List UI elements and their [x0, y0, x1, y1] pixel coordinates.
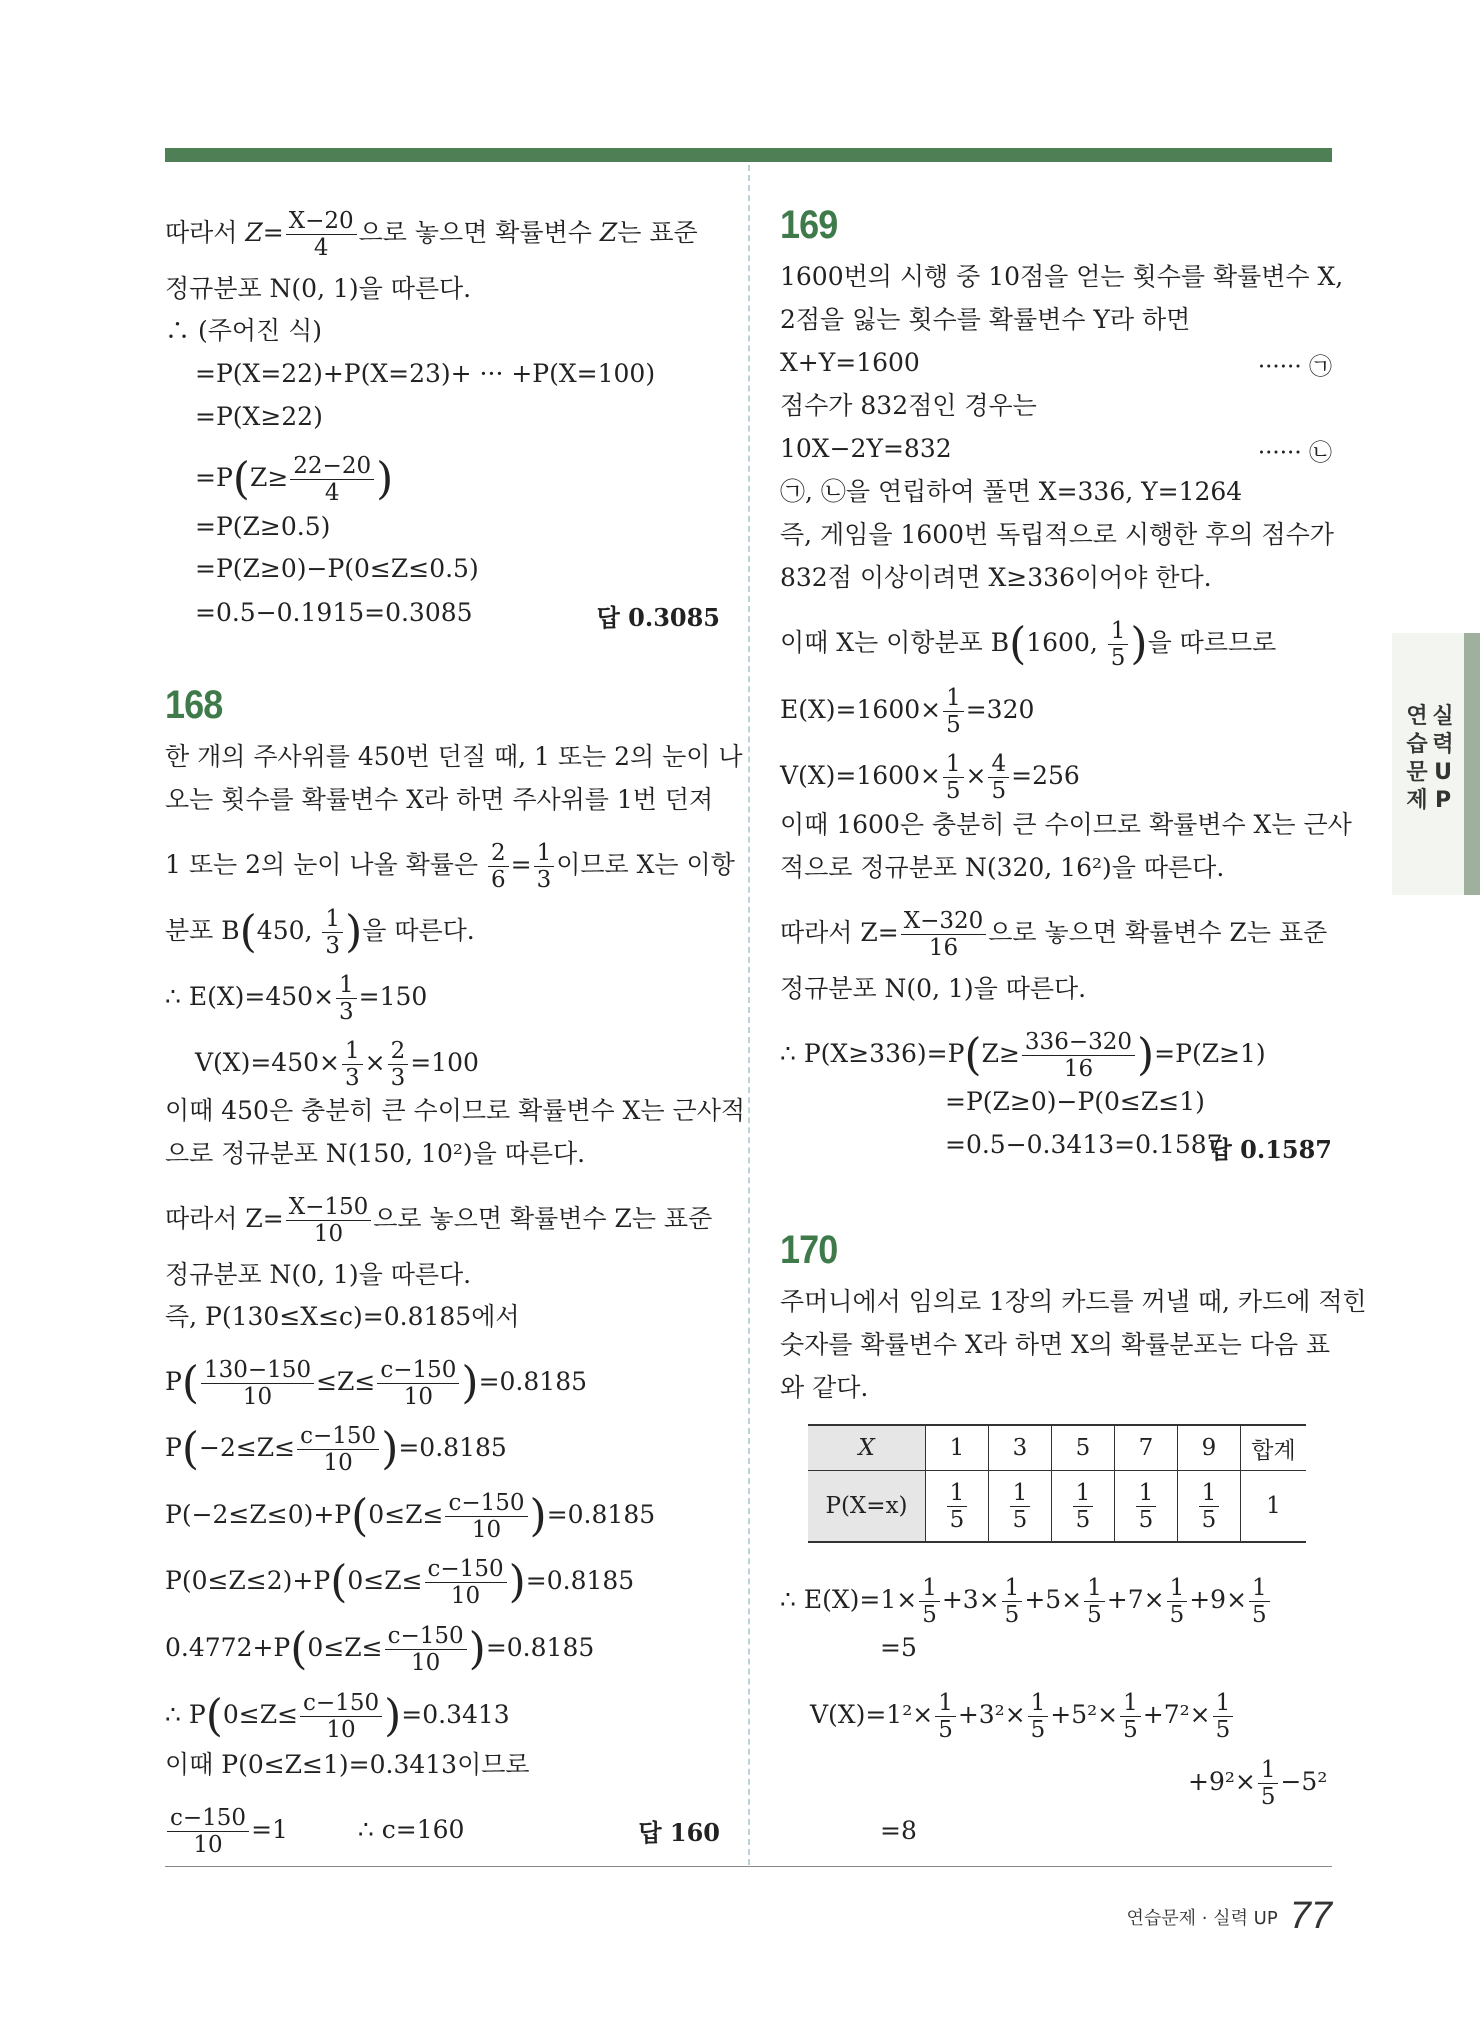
text-line: 숫자를 확률변수 X라 하면 X의 확률분포는 다음 표	[780, 1330, 1331, 1359]
equation-tag: ······ ㉡	[1257, 440, 1332, 466]
equation-line: =0.5−0.1915=0.3085	[195, 598, 473, 627]
text-line: 따라서 Z= $\frac{X-20}{4}$ 으로 놓으면 확률변수 Z는 표준	[165, 208, 698, 261]
table-row: X 1 3 5 7 9 합계	[808, 1425, 1306, 1471]
text-line: 점수가 832점인 경우는	[780, 391, 1037, 420]
equation-line: =P(Z≥0)−P(0≤Z≤0.5)	[195, 554, 479, 583]
text-line: ㉠, ㉡을 연립하여 풀면 X=336, Y=1264	[780, 477, 1243, 506]
page-number: 77	[1289, 1895, 1332, 1937]
text-line: 따라서 Z= $\frac{X-150}{10}$ 으로 놓으면 확률변수 Z는 표준	[165, 1194, 713, 1247]
equation-line: X+Y=1600	[780, 348, 920, 377]
text-line: 적으로 정규분포 N(320, 16²)을 따른다.	[780, 853, 1225, 882]
fraction: $\frac{X-20}{4}$	[286, 208, 357, 261]
text-line: 와 같다.	[780, 1373, 869, 1402]
text-line: 오는 횟수를 확률변수 X라 하면 주사위를 1번 던져	[165, 785, 714, 814]
text-line: 2점을 잃는 횟수를 확률변수 Y라 하면	[780, 305, 1191, 334]
text-line: 이때 P(0≤Z≤1)=0.3413이므로	[165, 1750, 530, 1779]
equation-tag: ······ ㉠	[1257, 354, 1332, 380]
problem-number-170: 170	[780, 1228, 838, 1272]
equation-line: =P(X=22)+P(X=23)+ ··· +P(X=100)	[195, 359, 656, 388]
equation-line: V(X)=1²× $\frac{1}{5}$ +3²× $\frac{1}{5}$ +5²× $\frac{1}{5}$ +7²× $\frac{1}{5}$	[810, 1690, 1235, 1743]
text-line: 이때 X는 이항분포 B(1600, $\frac{1}{5}$ )을 따르므로	[780, 618, 1277, 671]
footer-rule	[165, 1866, 1332, 1867]
equation-line: ∴ E(X)=1× $\frac{1}{5}$ +3× $\frac{1}{5}$ +5× $\frac{1}{5}$ +7× $\frac{1}{5}$ +9× $\frac{1}{5}$	[780, 1575, 1272, 1628]
answer-label: 답 0.3085	[596, 603, 720, 632]
footer-title: 연습문제 · 실력 UP	[1126, 1907, 1278, 1929]
answer-label: 답 0.1587	[1208, 1135, 1332, 1164]
chapter-side-tab	[1392, 633, 1480, 895]
equation-line: ∴ E(X)=450× $\frac{1}{3}$ =150	[165, 972, 428, 1025]
equation-line: ∴ P(X≥336)=P(Z≥ $\frac{336-320}{16}$ )=P(Z≥1)	[780, 1029, 1266, 1082]
equation-line: V(X)=1600× $\frac{1}{5}$ × $\frac{4}{5}$ =256	[780, 751, 1080, 804]
equation-line: =5	[880, 1633, 917, 1662]
text-line: 이때 1600은 충분히 큰 수이므로 확률변수 X는 근사	[780, 810, 1352, 839]
equation-line: P(0≤Z≤2)+P(0≤Z≤ $\frac{c-150}{10}$ )=0.8185	[165, 1556, 635, 1609]
text-line: 1 또는 2의 눈이 나올 확률은 $\frac{2}{6}$ = $\frac{1}{3}$ 이므로 X는 이항	[165, 840, 735, 893]
equation-line: E(X)=1600× $\frac{1}{5}$ =320	[780, 685, 1035, 738]
probability-distribution-table	[808, 1424, 1306, 1543]
text-line: 정규분포 N(0, 1)을 따른다.	[165, 274, 472, 303]
text-line: 정규분포 N(0, 1)을 따른다.	[780, 974, 1087, 1003]
problem-number-168: 168	[165, 683, 223, 727]
equation-line: =P(X≥22)	[195, 402, 323, 431]
text-line: 분포 B(450, $\frac{1}{3}$ )을 따른다.	[165, 906, 475, 959]
equation-line: =0.5−0.3413=0.1587	[945, 1130, 1223, 1159]
equation-line: P( $\frac{130-150}{10}$ ≤Z≤ $\frac{c-150}{10}$ )=0.8185	[165, 1357, 588, 1410]
text-line: 즉, 게임을 1600번 독립적으로 시행한 후의 점수가	[780, 520, 1334, 549]
text-line: 즉, P(130≤X≤c)=0.8185에서	[165, 1302, 520, 1331]
text-line: ∴ (주어진 식)	[165, 316, 323, 345]
text-line: 832점 이상이려면 X≥336이어야 한다.	[780, 563, 1212, 592]
equation-line: 10X−2Y=832	[780, 434, 952, 463]
text-line: 1600번의 시행 중 10점을 얻는 횟수를 확률변수 X,	[780, 262, 1344, 291]
text-line: 이때 450은 충분히 큰 수이므로 확률변수 X는 근사적	[165, 1096, 745, 1125]
equation-line: V(X)=450× $\frac{1}{3}$ × $\frac{2}{3}$ =100	[195, 1038, 479, 1091]
equation-line: =8	[880, 1816, 917, 1845]
text-line: 한 개의 주사위를 450번 던질 때, 1 또는 2의 눈이 나	[165, 742, 743, 771]
equation-line: $\frac{c-150}{10}$ =1 ∴ c=160	[165, 1805, 464, 1858]
table-row: P(X=x) $\frac{1}{5}$ $\frac{1}{5}$ $\frac{1}{5}$ $\frac{1}{5}$ $\frac{1}{5}$ 1	[808, 1471, 1306, 1543]
side-tab-label: 연 실 습 력 문 U 제 P	[1406, 704, 1454, 813]
equation-line: P(−2≤Z≤ $\frac{c-150}{10}$ )=0.8185	[165, 1423, 507, 1476]
equation-line: +9²× $\frac{1}{5}$ −5²	[1188, 1757, 1328, 1810]
page-footer	[1126, 1895, 1332, 1938]
text-line: 따라서 Z= $\frac{X-320}{16}$ 으로 놓으면 확률변수 Z는 표준	[780, 908, 1328, 961]
equation-line: 0.4772+P(0≤Z≤ $\frac{c-150}{10}$ )=0.8185	[165, 1623, 595, 1676]
column-divider	[748, 165, 750, 1865]
answer-label: 답 160	[638, 1818, 720, 1847]
equation-line: =P(Z≥0.5)	[195, 512, 331, 541]
top-green-bar	[165, 148, 1332, 162]
equation-line: P(−2≤Z≤0)+P(0≤Z≤ $\frac{c-150}{10}$ )=0.8185	[165, 1490, 656, 1543]
problem-number-169: 169	[780, 203, 838, 247]
text-line: 으로 정규분포 N(150, 10²)을 따른다.	[165, 1139, 586, 1168]
text-line: 주머니에서 임의로 1장의 카드를 꺼낼 때, 카드에 적힌	[780, 1287, 1367, 1316]
equation-line: =P(Z≥0)−P(0≤Z≤1)	[945, 1087, 1205, 1116]
equation-line: ∴ P(0≤Z≤ $\frac{c-150}{10}$ )=0.3413	[165, 1690, 510, 1743]
equation-line: =P(Z≥ $\frac{22-20}{4}$ )	[195, 453, 394, 506]
text-line: 정규분포 N(0, 1)을 따른다.	[165, 1260, 472, 1289]
